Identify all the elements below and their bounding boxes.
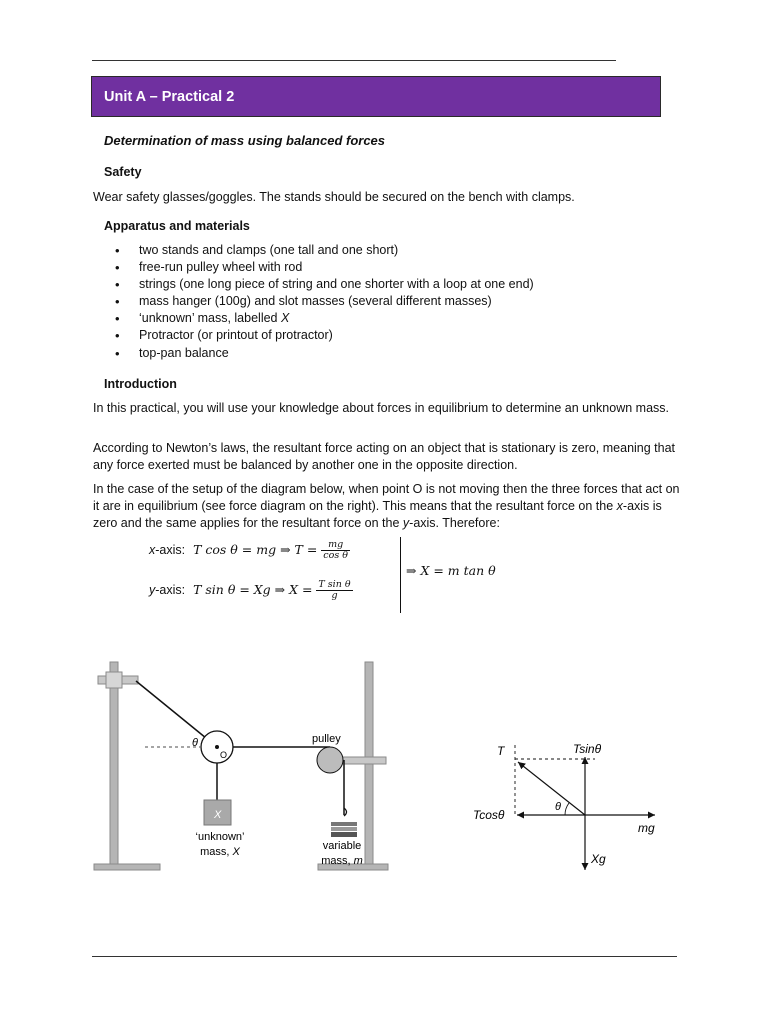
tsin-label: Tsinθ (573, 742, 602, 756)
top-rule (92, 60, 616, 61)
eq-lhs: T cos θ = mg ⇒ T = (193, 542, 322, 557)
practical-subtitle: Determination of mass using balanced forces (104, 133, 386, 148)
intro-paragraph-2: According to Newton’s laws, the resultant force acting on an object that is stationary is zero, meaning that any force exerted must be balanced by another one in the opposite direction. (93, 441, 676, 472)
slot-mass (331, 832, 357, 837)
xg-label: Xg (591, 852, 606, 866)
eq-lhs: T sin θ = Xg ⇒ X = (193, 582, 317, 597)
unit-banner (91, 76, 661, 117)
list-item: • top-pan balance (115, 345, 534, 362)
safety-text: Wear safety glasses/goggles. The stands should be secured on the bench with clamps. (93, 190, 575, 204)
tcos-label: Tcosθ (473, 808, 505, 822)
y-axis-equation (149, 580, 353, 601)
tension-arrow (518, 762, 585, 815)
list-item: • free-run pulley wheel with rod (115, 259, 534, 276)
intro-paragraph-1: In this practical, you will use your knowledge about forces in equilibrium to determine an unknown mass. (93, 401, 669, 415)
right-clamp (340, 757, 386, 764)
left-stand-rod (110, 662, 118, 867)
intro-paragraph-3 (93, 481, 683, 532)
angle-arc (565, 803, 569, 815)
theta-label: θ (192, 737, 198, 749)
list-item: • Protractor (or printout of protractor) (115, 327, 534, 344)
introduction-heading: Introduction (104, 377, 177, 391)
t-label: T (497, 744, 505, 758)
equation-divider (400, 537, 401, 613)
x-axis-equation (149, 540, 350, 561)
pulley-wheel (317, 747, 343, 773)
list-item: • two stands and clamps (one tall and one short) (115, 242, 534, 259)
list-item-var: X (280, 311, 290, 326)
pulley-label: pulley (312, 733, 341, 745)
safety-heading: Safety (104, 165, 142, 179)
unknown-label-line2: mass, X (200, 846, 240, 858)
eq-label: y-axis: (149, 583, 186, 597)
intro-p3-part: In the case of the setup of the diagram below, when point O is not moving then the three forces that act on it are in equilibrium (see force diagram on the right). This means that the resultant force on the (93, 482, 680, 513)
variable-label-line1: variable (322, 840, 362, 852)
slot-mass (331, 827, 357, 831)
slot-mass (331, 822, 357, 826)
eq-label: x-axis: (149, 543, 186, 557)
unknown-label-line1: ‘unknown’ (195, 831, 245, 843)
list-item-text: ‘unknown’ mass, labelled (139, 311, 281, 326)
bottom-rule (92, 956, 677, 957)
left-stand-base (94, 864, 160, 870)
list-item (115, 310, 534, 327)
intro-p3-var: y (402, 516, 410, 530)
left-clamp-boss (106, 672, 122, 688)
intro-p3-part: -axis is zero and the same applies for the resultant force on the (93, 499, 662, 530)
list-item: • strings (one long piece of string and one shorter with a loop at one end) (115, 276, 534, 293)
result-equation: ⇒ X = m tan θ (406, 563, 496, 578)
point-o-label: O (220, 750, 228, 760)
list-item: • mass hanger (100g) and slot masses (several different masses) (115, 293, 534, 310)
intro-p3-var: x (616, 499, 623, 513)
apparatus-heading: Apparatus and materials (104, 219, 250, 233)
eq-fraction: $\frac{mg}{\text{cos θ}}$ (323, 539, 348, 561)
eq-fraction: $\frac{\text{T sin θ}}{g}$ (318, 579, 351, 601)
banner-title: Unit A – Practical 2 (104, 88, 235, 105)
intro-p3-part: -axis. Therefore: (409, 516, 500, 530)
apparatus-list (115, 242, 534, 362)
mg-label: mg (638, 821, 655, 835)
mass-x-label: X (214, 809, 222, 821)
theta-label: θ (555, 801, 561, 813)
variable-label-line2: mass, m (321, 855, 363, 867)
apparatus-diagram (90, 650, 400, 880)
point-o-dot (215, 745, 219, 749)
force-diagram (465, 735, 675, 880)
